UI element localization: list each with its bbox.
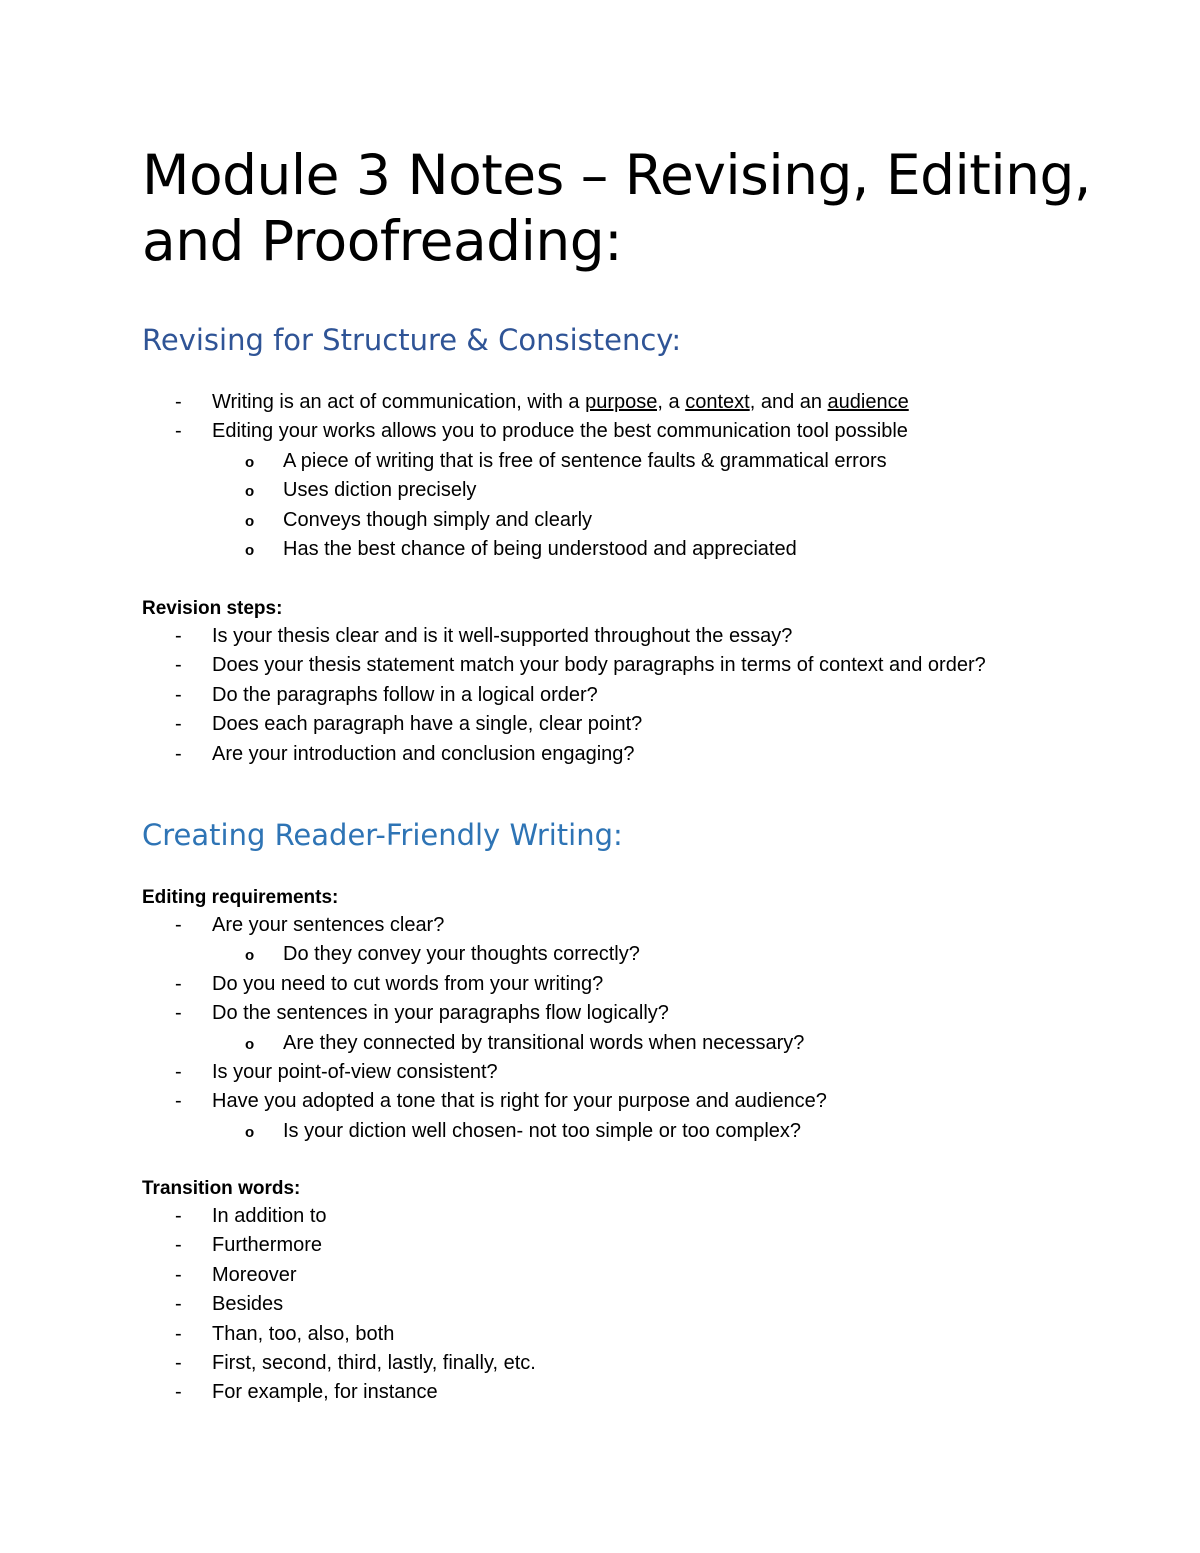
list-item-text: Editing your works allows you to produce the best communication tool possible: [212, 420, 908, 443]
list-item-text: Is your thesis clear and is it well-supported throughout the essay?: [212, 625, 793, 647]
dash-bullet: -: [175, 742, 182, 765]
dash-bullet: -: [175, 1381, 182, 1404]
dash-bullet: -: [175, 1234, 182, 1257]
list-item-text: Do the paragraphs follow in a logical order?: [212, 683, 598, 706]
list-item-text: Besides: [212, 1293, 284, 1316]
circle-bullet: o: [245, 483, 255, 501]
dash-bullet: -: [175, 914, 182, 936]
list-item-text: Writing is an act of communication, with a purpose, a context, and an audience: [212, 391, 909, 413]
list-item-text: Are they connected by transitional words when necessary?: [283, 1031, 805, 1054]
list-item-text: Do the sentences in your paragraphs flow logically?: [212, 1002, 669, 1025]
list-item-text: Conveys though simply and clearly: [283, 508, 593, 531]
dash-bullet: -: [175, 1205, 182, 1227]
page-title: Module 3 Notes – Revising, Editing, and Proofreading:: [142, 143, 1091, 273]
editing-requirements-label: Editing requirements:: [142, 887, 339, 908]
dash-bullet: -: [175, 683, 182, 706]
dash-bullet: -: [175, 1002, 182, 1025]
list-item-text: For example, for instance: [212, 1381, 438, 1404]
list-item-text: Uses diction precisely: [283, 479, 477, 502]
underlined-purpose: purpose,: [585, 391, 663, 413]
list-item-text: In addition to: [212, 1205, 327, 1227]
revision-steps-label: Revision steps:: [142, 598, 283, 619]
list-item-text: Is your point-of-view consistent?: [212, 1060, 498, 1083]
underlined-context: context: [685, 391, 750, 413]
dash-bullet: -: [175, 625, 182, 647]
list-item-text: A piece of writing that is free of sentence faults & grammatical errors: [283, 449, 887, 472]
circle-bullet: o: [245, 512, 255, 530]
dash-bullet: -: [175, 1263, 182, 1286]
dash-bullet: -: [175, 420, 182, 443]
list-item-text: Have you adopted a tone that is right for your purpose and audience?: [212, 1090, 827, 1113]
section-heading-revising: Revising for Structure & Consistency:: [142, 323, 682, 357]
dash-bullet: -: [175, 391, 182, 413]
list-item-text: Does each paragraph have a single, clear point?: [212, 713, 643, 736]
dash-bullet: -: [175, 1322, 182, 1345]
circle-bullet: o: [245, 947, 255, 965]
transition-words-label: Transition words:: [142, 1178, 301, 1199]
list-item-text: First, second, third, lastly, finally, etc.: [212, 1351, 536, 1374]
list-item-text: Moreover: [212, 1263, 297, 1286]
dash-bullet: -: [175, 972, 182, 995]
dash-bullet: -: [175, 1060, 182, 1083]
circle-bullet: o: [245, 1035, 255, 1053]
dash-bullet: -: [175, 713, 182, 736]
dash-bullet: -: [175, 1090, 182, 1113]
list-item-text: Are your sentences clear?: [212, 914, 445, 936]
list-item-text: Than, too, also, both: [212, 1322, 395, 1345]
list-item-text: Is your diction well chosen- not too simple or too complex?: [283, 1119, 802, 1142]
circle-bullet: o: [245, 541, 255, 559]
dash-bullet: -: [175, 1351, 182, 1374]
circle-bullet: o: [245, 1123, 255, 1141]
list-item-text: Do they convey your thoughts correctly?: [283, 943, 640, 966]
list-item-text: Are your introduction and conclusion engaging?: [212, 742, 635, 765]
dash-bullet: -: [175, 1293, 182, 1316]
dash-bullet: -: [175, 654, 182, 677]
underlined-audience: audience: [827, 391, 909, 413]
section-heading-reader-friendly: Creating Reader-Friendly Writing:: [142, 818, 623, 852]
list-item-text: Does your thesis statement match your body paragraphs in terms of context and order?: [212, 654, 986, 677]
list-item-text: Furthermore: [212, 1234, 323, 1257]
list-item-text: Has the best chance of being understood and appreciated: [283, 537, 797, 560]
list-item-text: Do you need to cut words from your writing?: [212, 972, 604, 995]
circle-bullet: o: [245, 453, 255, 471]
